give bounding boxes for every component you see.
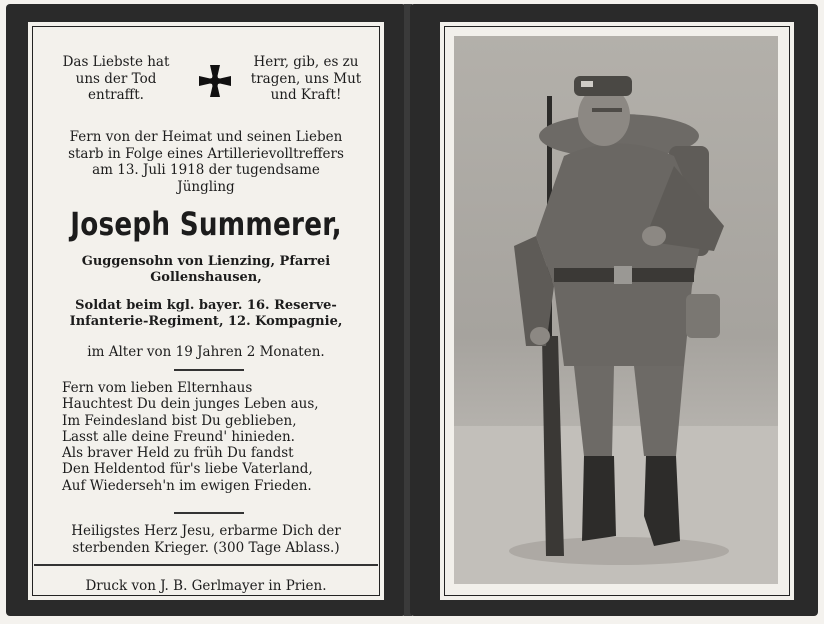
verse-right (244, 54, 368, 104)
deceased-name: Joseph Summerer, (70, 205, 342, 243)
poem-line: Im Feindesland bist Du geblieben, (62, 412, 297, 429)
poem-line: Den Heldentod für's liebe Vaterland, (62, 461, 313, 478)
prayer-line: sterbenden Krieger. (300 Tage Ablass.) (72, 540, 340, 556)
origin-line: Gollenshausen, (150, 270, 262, 285)
intro-line: Fern von der Heimat und seinen Lieben (69, 129, 343, 145)
prayer-line: Heiligstes Herz Jesu, erbarme Dich der (71, 523, 341, 539)
unit-text (34, 298, 378, 330)
poem-line: Lasst alle deine Freund' hinieden. (62, 428, 295, 445)
text-panel (28, 22, 384, 600)
left-card (6, 4, 406, 616)
poem-line: Hauchtest Du dein junges Leben aus, (62, 396, 319, 413)
header-row (34, 54, 378, 106)
intro-line: starb in Folge eines Artillerievolltreffers (68, 145, 344, 162)
intro-line: Jüngling (177, 178, 235, 195)
origin-line: Guggensohn von Lienzing, Pfarrei (81, 254, 331, 269)
poem (62, 380, 378, 494)
photo-panel (440, 22, 794, 600)
verse-line: tragen, uns Mut (250, 70, 362, 87)
age-text: im Alter von 19 Jahren 2 Monaten. (87, 344, 325, 360)
verse-line: uns der Tod (75, 70, 157, 87)
iron-cross-icon (197, 63, 233, 99)
poem-line: Fern vom lieben Elternhaus (62, 380, 253, 396)
verse-line: und Kraft! (270, 87, 342, 103)
soldier-photograph (454, 36, 778, 584)
divider (34, 564, 378, 566)
unit-line: Infanterie-Regiment, 12. Kompagnie, (69, 314, 343, 329)
poem-line: Als braver Held zu früh Du fandst (62, 445, 294, 462)
divider (174, 369, 244, 371)
memorial-text (34, 28, 378, 594)
poem-line: Auf Wiederseh'n im ewigen Frieden. (62, 477, 312, 494)
verse-line: entrafft. (88, 87, 144, 103)
intro-text (34, 129, 378, 195)
verse-line: Herr, gib, es zu (253, 54, 359, 70)
prayer-text (34, 523, 378, 557)
right-card (410, 4, 818, 616)
printer-credit: Druck von J. B. Gerlmayer in Prien. (85, 578, 327, 594)
unit-line: Soldat beim kgl. bayer. 16. Reserve- (75, 298, 337, 313)
verse-line: Das Liebste hat (62, 54, 170, 70)
origin-text (34, 254, 378, 286)
verse-left (56, 54, 176, 104)
intro-line: am 13. Juli 1918 der tugendsame (92, 162, 320, 178)
divider (174, 512, 244, 514)
